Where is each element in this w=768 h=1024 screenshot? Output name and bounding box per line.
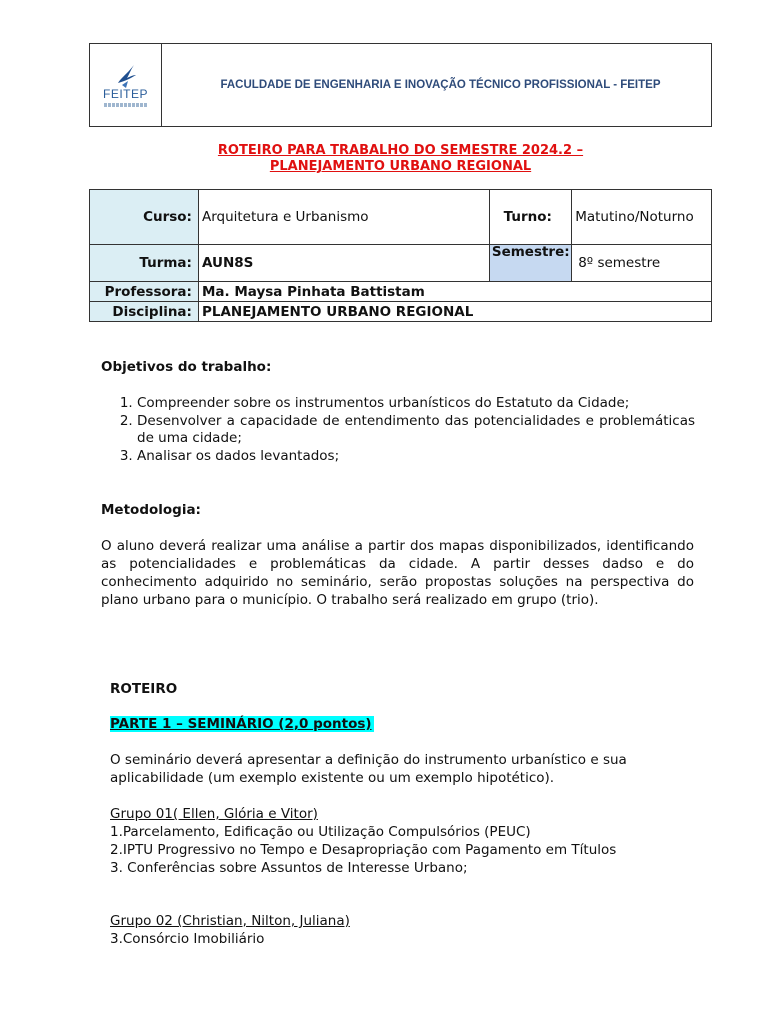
turma-value: AUN8S (198, 245, 489, 282)
institution-name: FACULDADE DE ENGENHARIA E INOVAÇÃO TÉCNICO PROFISSIONAL - FEITEP (220, 79, 661, 91)
professora-value: Ma. Maysa Pinhata Battistam (198, 282, 711, 302)
curso-value: Arquitetura e Urbanismo (198, 190, 489, 245)
semestre-value: 8º semestre (572, 245, 712, 282)
curso-label: Curso: (90, 190, 199, 245)
title-line-2: PLANEJAMENTO URBANO REGIONAL (269, 159, 532, 174)
logo (90, 44, 162, 126)
grupo2-item: 3.Consórcio Imobiliário (110, 931, 265, 947)
header-box (89, 43, 712, 127)
grupo1-item: 3. Conferências sobre Assuntos de Interesse Urbano; (110, 860, 468, 876)
grupo1-item: 2.IPTU Progressivo no Tempo e Desapropriação com Pagamento em Títulos (110, 842, 617, 858)
parte1-heading: PARTE 1 – SEMINÁRIO (2,0 pontos) (110, 716, 372, 732)
list-item: 1. Compreender sobre os instrumentos urbanísticos do Estatuto da Cidade; (137, 395, 695, 413)
objetivos-heading: Objetivos do trabalho: (101, 359, 272, 375)
list-item: 3. Analisar os dados levantados; (137, 448, 695, 466)
grupo1-item: 1.Parcelamento, Edificação ou Utilização Compulsórios (PEUC) (110, 824, 531, 840)
professora-label: Professora: (90, 282, 199, 302)
disciplina-label: Disciplina: (90, 302, 199, 322)
logo-text: FEITEP (102, 87, 148, 101)
seminario-text: O seminário deverá apresentar a definição do instrumento urbanístico e sua aplicabilidade (um exemplo existente ou um exemplo hipotético). (110, 752, 627, 786)
objetivos-list (101, 395, 695, 465)
metodologia-heading: Metodologia: (101, 502, 201, 518)
list-item: 2. Desenvolver a capacidade de entendimento das potencialidades e problemáticas de uma cidade; (137, 413, 695, 448)
document-title (89, 143, 712, 175)
turma-label: Turma: (90, 245, 199, 282)
metodologia-text: O aluno deverá realizar uma análise a partir dos mapas disponibilizados, identificando as potencialidades e problemáticas da cidade. A partir desses dadso e do conhecimento adquirido no seminário, serão propostas soluções na perspectiva do plano urbano para o município. O trabalho será realizado em grupo (trio). (101, 538, 694, 608)
roteiro-heading: ROTEIRO (110, 681, 178, 697)
course-info-table (89, 189, 712, 322)
bird-logo-icon (114, 63, 138, 89)
turno-value: Matutino/Noturno (572, 190, 712, 245)
logo-tagline (104, 103, 148, 107)
semestre-label: Semestre: (490, 245, 572, 282)
turno-label: Turno: (490, 190, 572, 245)
grupo1-title: Grupo 01( Ellen, Glória e Vitor) (110, 806, 318, 822)
disciplina-value: PLANEJAMENTO URBANO REGIONAL (198, 302, 711, 322)
title-line-1: ROTEIRO PARA TRABALHO DO SEMESTRE 2024.2 – (217, 143, 584, 158)
grupo2-title: Grupo 02 (Christian, Nilton, Juliana) (110, 913, 350, 929)
